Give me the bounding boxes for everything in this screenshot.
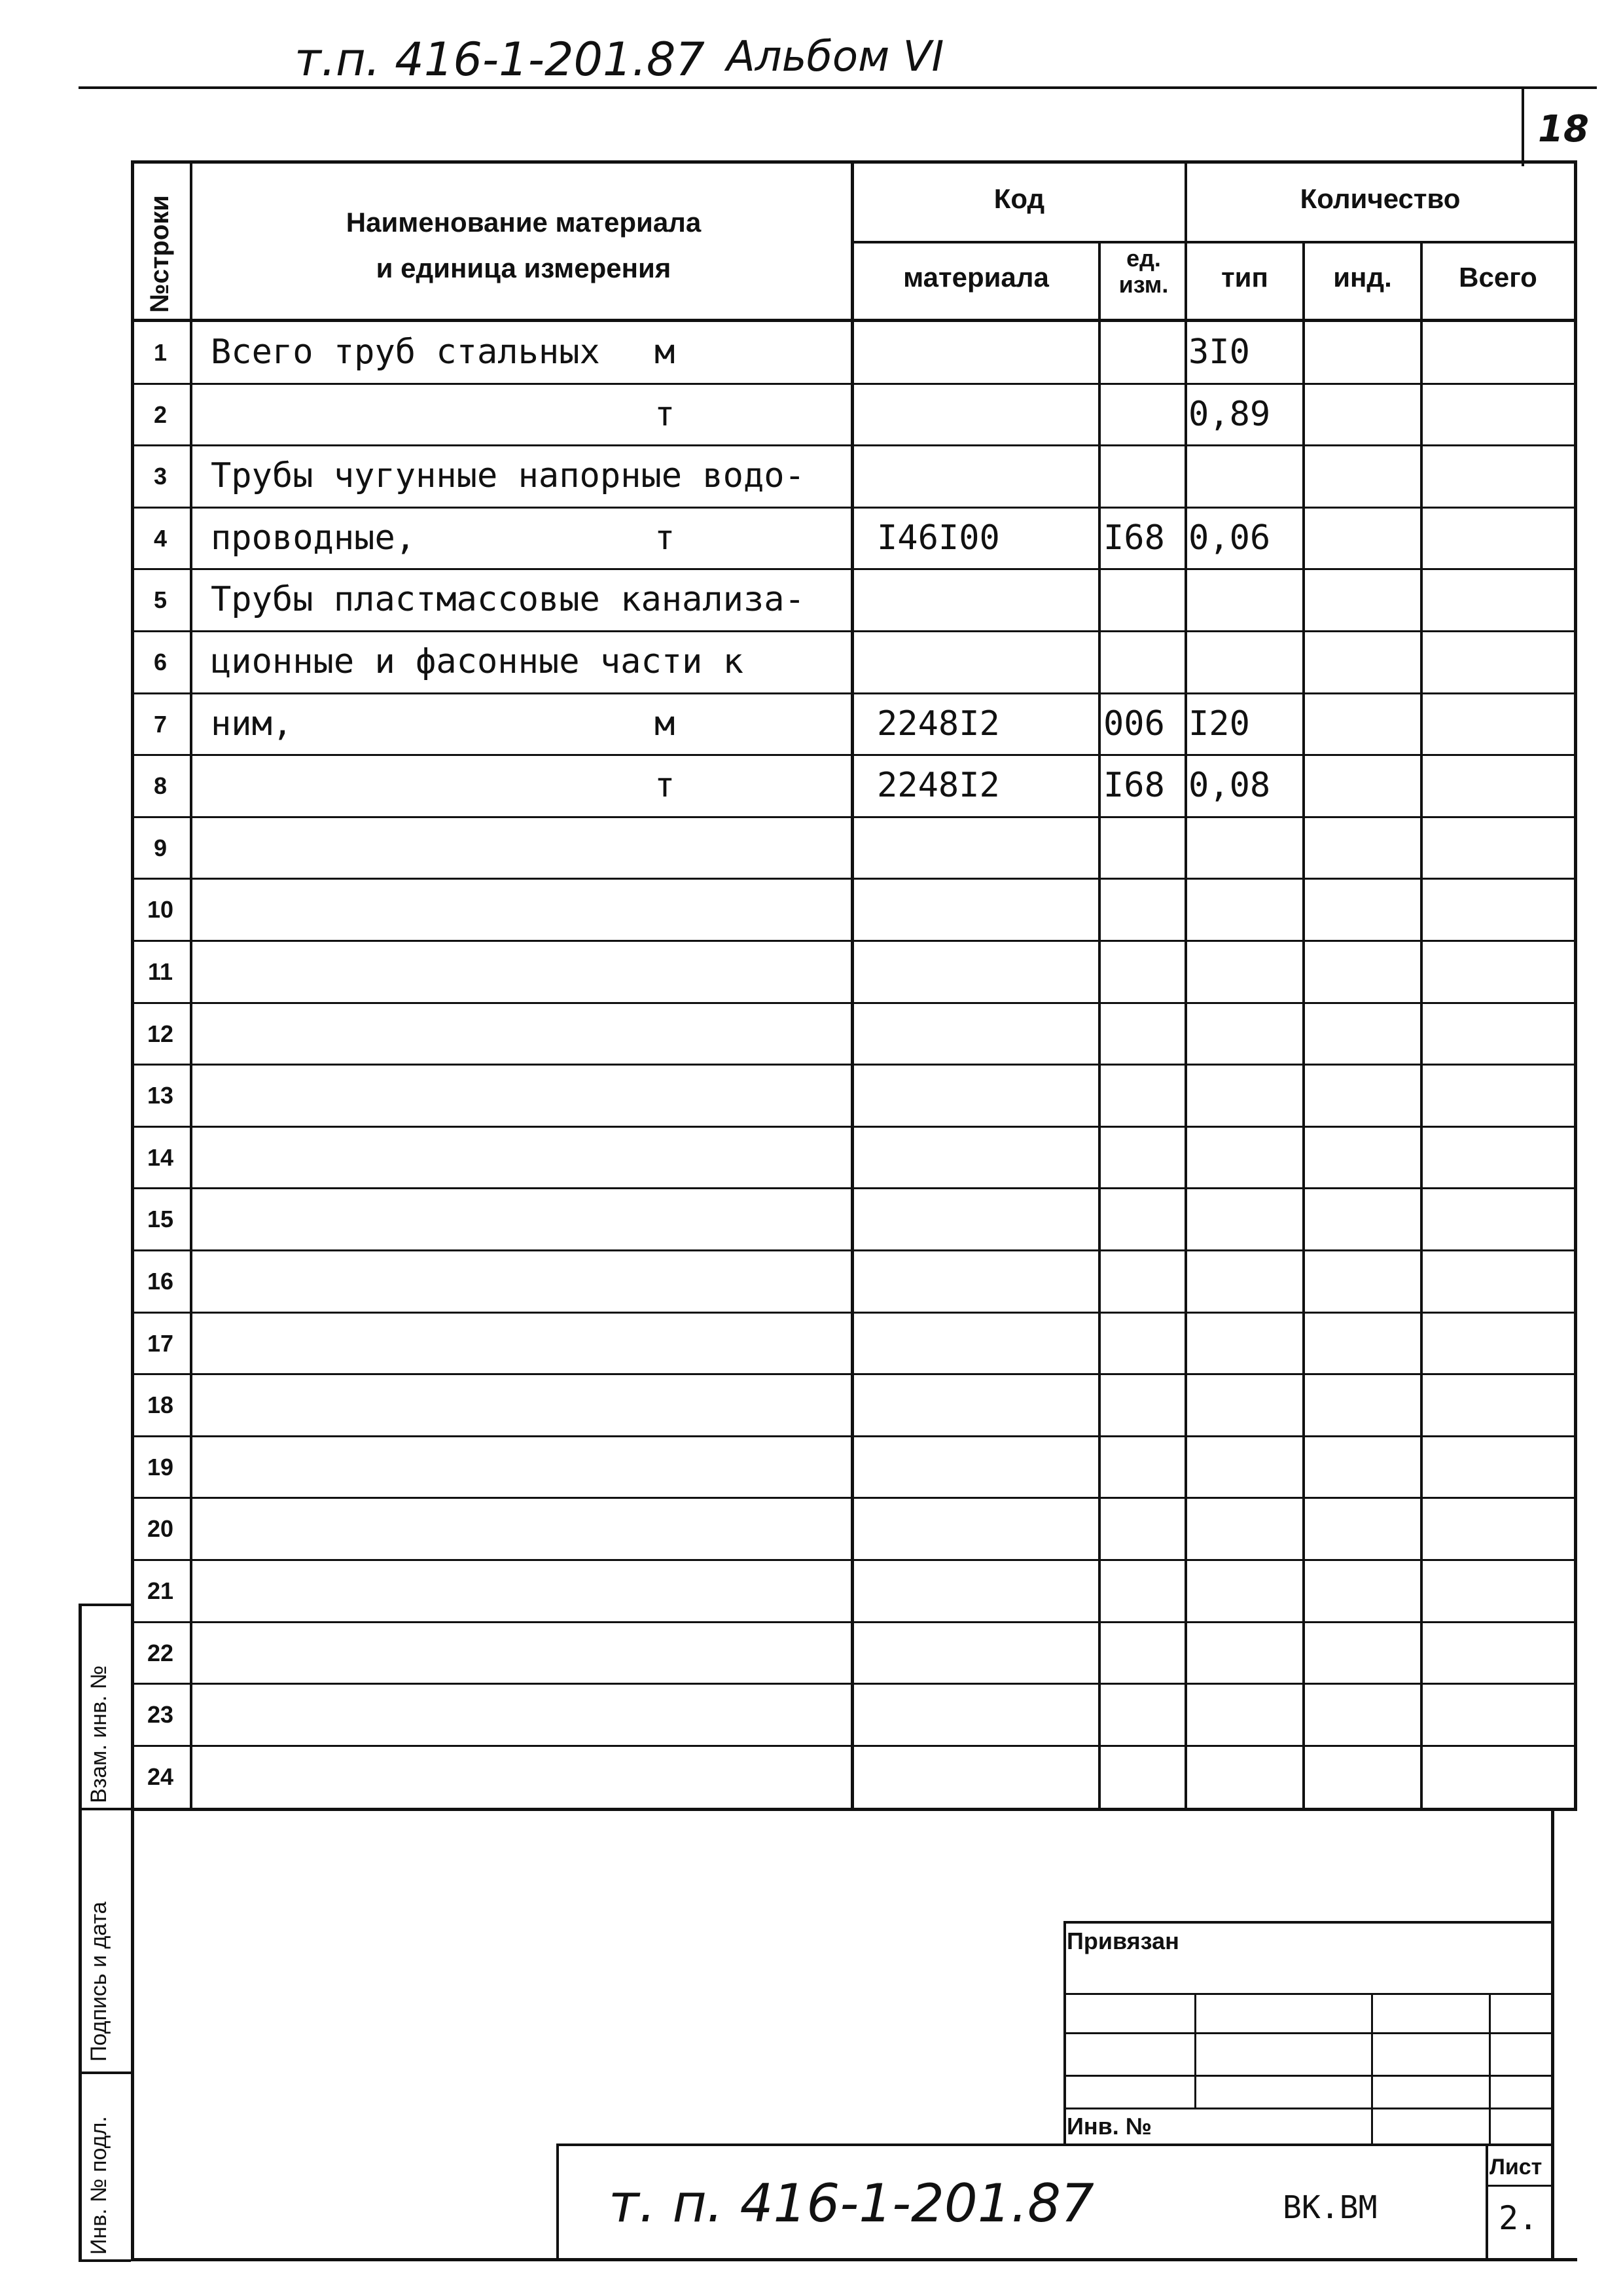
row-number: 23 [147, 1701, 174, 1729]
row-number: 8 [153, 772, 168, 800]
side-stamp-frame [79, 1604, 82, 2261]
row-number-header: №строки [145, 195, 174, 313]
row-number: 15 [147, 1206, 174, 1233]
unit: м [654, 704, 675, 744]
row-number: 18 [147, 1391, 174, 1419]
unit: т [654, 766, 675, 806]
unit: т [654, 518, 675, 558]
row-divider [131, 1312, 1577, 1314]
row-number: 10 [147, 896, 174, 924]
row-divider [131, 1126, 1577, 1128]
code-material-header: материала [903, 262, 1049, 293]
row-number: 5 [153, 586, 168, 614]
code-unit-header: ед. изм. [1118, 245, 1169, 298]
row-divider [131, 754, 1577, 756]
row-divider [131, 1497, 1577, 1499]
quantity-type-header: тип [1221, 262, 1268, 293]
unit: т [654, 394, 675, 434]
sheet-label: Лист [1489, 2155, 1543, 2179]
material-name: Трубы чугунные напорные водо- [211, 456, 805, 496]
material-name: проводные, [211, 518, 416, 558]
sheet-mark-divider [1522, 88, 1524, 166]
unit-code: I68 [1103, 766, 1165, 806]
row-number: 21 [147, 1577, 174, 1604]
row-number: 16 [147, 1268, 174, 1295]
row-number: 9 [153, 834, 168, 861]
row-divider [131, 1435, 1577, 1437]
sheet-number: 2. [1499, 2199, 1539, 2237]
row-number: 7 [153, 710, 168, 738]
row-divider [131, 1745, 1577, 1747]
doc-reference-header: т.п. 416-1-201.87 [294, 33, 705, 86]
row-number: 20 [147, 1515, 174, 1543]
material-code: I46I00 [877, 518, 1000, 558]
material-code: 2248I2 [877, 766, 1000, 806]
qty-type: 0,08 [1188, 766, 1271, 806]
row-divider [131, 1002, 1577, 1004]
quantity-header: Количество [1300, 183, 1461, 214]
row-divider [131, 1559, 1577, 1561]
privyazan-label: Привязан [1067, 1928, 1179, 1954]
unit-code: I68 [1103, 518, 1165, 558]
row-divider [131, 630, 1577, 632]
row-divider [131, 1187, 1577, 1189]
sheet-mark: 18 [1538, 108, 1589, 151]
album-label: Альбом VI [726, 33, 944, 81]
vzam-inv-label: Взам. инв. № [86, 1665, 111, 1803]
quantity-total-header: Всего [1459, 262, 1537, 293]
unit-code: 006 [1103, 704, 1165, 744]
row-number: 24 [147, 1763, 174, 1790]
row-divider [131, 1064, 1577, 1066]
signature-date-label: Подпись и дата [86, 1901, 111, 2062]
row-number: 1 [153, 339, 168, 366]
row-divider [131, 816, 1577, 818]
row-divider [131, 507, 1577, 509]
row-number: 13 [147, 1082, 174, 1109]
qty-type: 3I0 [1188, 332, 1250, 372]
row-number: 12 [147, 1020, 174, 1047]
top-rule [79, 86, 1597, 89]
inv-no-label: Инв. № [1067, 2113, 1152, 2140]
row-number: 17 [147, 1329, 174, 1357]
row-divider [131, 1683, 1577, 1685]
row-divider [131, 692, 1577, 694]
material-name: Всего труб стальных [211, 332, 600, 372]
material-name: ционные и фасонные части к [211, 642, 743, 681]
material-name: ним, [211, 704, 293, 744]
row-number: 4 [153, 524, 168, 552]
code-header: Код [993, 183, 1045, 214]
row-number: 2 [153, 401, 168, 428]
title-doc-reference: т. п. 416-1-201.87 [609, 2173, 1094, 2234]
row-number: 11 [147, 958, 173, 985]
row-divider [131, 878, 1577, 880]
row-divider [131, 1621, 1577, 1623]
row-divider [131, 383, 1577, 385]
material-code: 2248I2 [877, 704, 1000, 744]
quantity-ind-header: инд. [1333, 262, 1392, 293]
bottom-frame [131, 2258, 1577, 2261]
row-number: 22 [147, 1639, 174, 1666]
unit: м [654, 332, 675, 372]
row-number: 6 [153, 649, 168, 675]
qty-type: 0,89 [1188, 394, 1271, 434]
row-divider [131, 940, 1577, 942]
row-divider [131, 1373, 1577, 1375]
row-number: 3 [153, 463, 168, 490]
drawing-code: ВК.ВМ [1283, 2189, 1378, 2226]
row-number: 19 [147, 1453, 174, 1480]
qty-type: 0,06 [1188, 518, 1271, 558]
material-name-header: Наименование материала и единица измерения [346, 207, 702, 283]
qty-type: I20 [1188, 704, 1250, 744]
material-name: Трубы пластмассовые канализа- [211, 580, 805, 620]
row-divider [131, 568, 1577, 570]
row-number: 14 [147, 1143, 174, 1171]
row-divider [131, 444, 1577, 446]
inv-podl-label: Инв. № подл. [86, 2116, 111, 2255]
row-divider [131, 1249, 1577, 1251]
